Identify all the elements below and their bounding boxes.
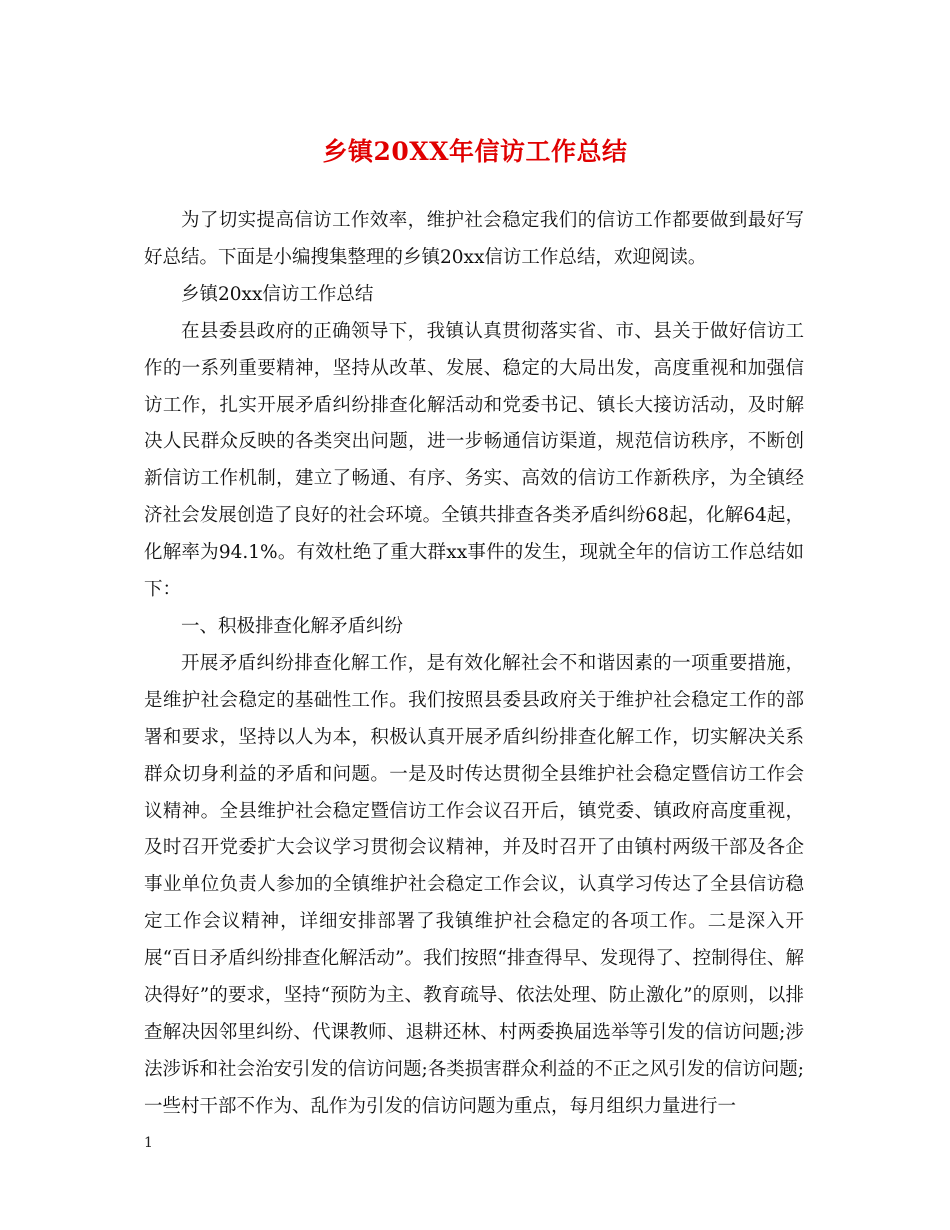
page-number: 1	[144, 1135, 153, 1151]
section-heading: 一、积极排查化解矛盾纠纷	[181, 615, 404, 637]
intro-paragraph: 为了切实提高信访工作效率，维护社会稳定我们的信访工作都要做到最好写好总结。下面是小编搜集整理的乡镇20xx信访工作总结，欢迎阅读。	[144, 210, 804, 268]
overview-paragraph: 在县委县政府的正确领导下，我镇认真贯彻落实省、市、县关于做好信访工作的一系列重要精神，坚持从改革、发展、稳定的大局出发，高度重视和加强信访工作，扎实开展矛盾纠纷排查化解活动和党委书记、镇长大接访活动，及时解决人民群众反映的各类突出问题，进一步畅通信访渠道，规范信访秩序，不断创新信访工作机制，建立了畅通、有序、务实、高效的信访工作新秩序，为全镇经济社会发展创造了良好的社会环境。全镇共排查各类矛盾纠纷68起，化解64起，化解率为94.1%。有效杜绝了重大群xx事件的发生，现就全年的信访工作总结如下：	[144, 320, 804, 601]
document-body	[144, 203, 804, 1126]
subtitle-paragraph: 乡镇20xx信访工作总结	[181, 283, 374, 305]
document-title: 乡镇20XX年信访工作总结	[322, 137, 628, 166]
section-paragraph: 开展矛盾纠纷排查化解工作，是有效化解社会不和谐因素的一项重要措施，是维护社会稳定的基础性工作。我们按照县委县政府关于维护社会稳定工作的部署和要求，坚持以人为本，积极认真开展矛盾纠纷排查化解工作，切实解决关系群众切身利益的矛盾和问题。一是及时传达贯彻全县维护社会稳定暨信访工作会议精神。全县维护社会稳定暨信访工作会议召开后，镇党委、镇政府高度重视，及时召开党委扩大会议学习贯彻会议精神，并及时召开了由镇村两级干部及各企事业单位负责人参加的全镇维护社会稳定工作会议，认真学习传达了全县信访稳定工作会议精神，详细安排部署了我镇维护社会稳定的各项工作。二是深入开展“百日矛盾纠纷排查化解活动”。我们按照“排查得早、发现得了、控制得住、解决得好”的要求，坚持“预防为主、教育疏导、依法处理、防止激化”的原则，以排查解决因邻里纠纷、代课教师、退耕还林、村两委换届选举等引发的信访问题;涉法涉诉和社会治安引发的信访问题;各类损害群众利益的不正之风引发的信访问题;一些村干部不作为、乱作为引发的信访问题为重点，每月组织力量进行一	[144, 652, 804, 1117]
